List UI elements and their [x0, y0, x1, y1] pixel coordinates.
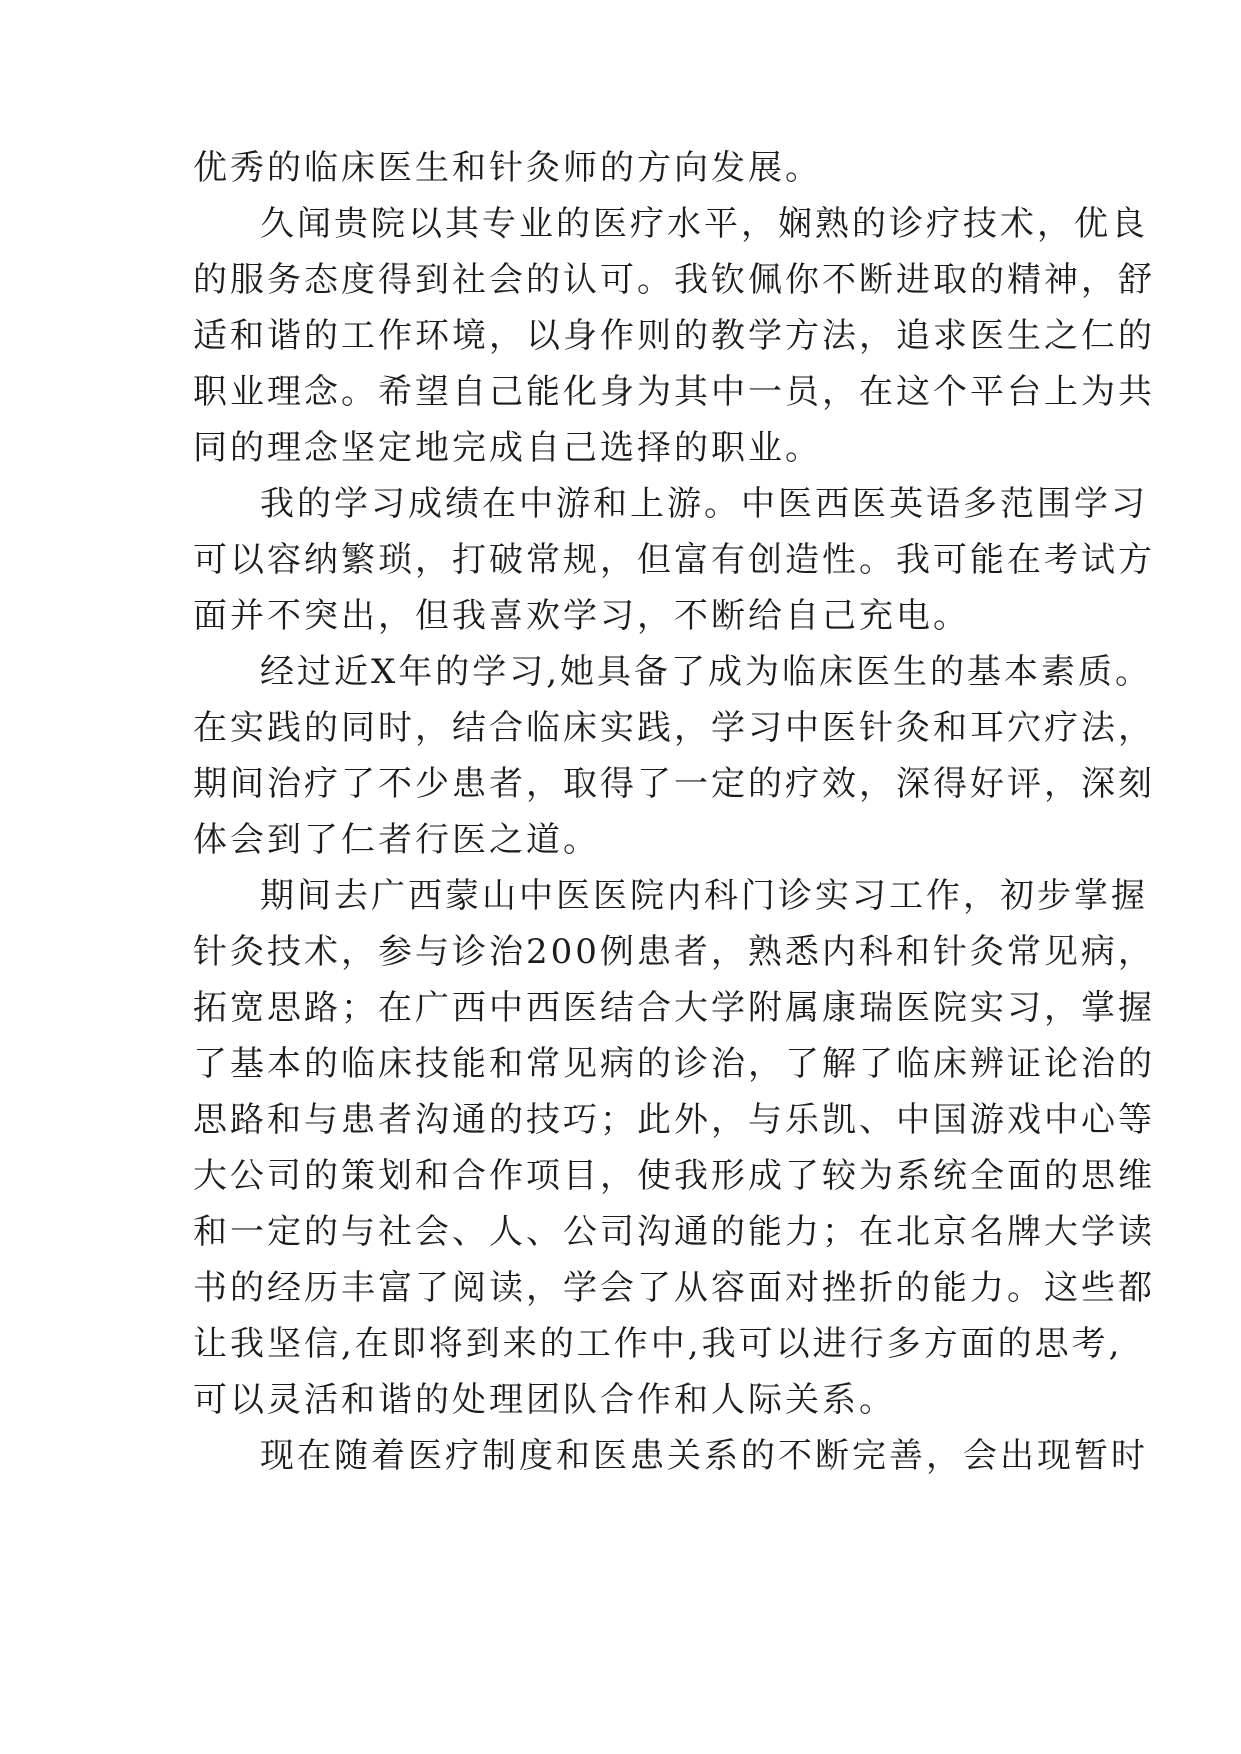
text-line: 思路和与患者沟通的技巧；此外，与乐凯、中国游戏中心等 — [193, 1100, 1155, 1140]
paragraph-first-line: 期间去广西蒙山中医医院内科门诊实习工作，初步掌握 — [260, 876, 1148, 916]
text-line: 书的经历丰富了阅读，学会了从容面对挫折的能力。这些都 — [193, 1268, 1155, 1308]
text-line: 同的理念坚定地完成自己选择的职业。 — [193, 428, 822, 468]
paragraph-first-line: 经过近X年的学习,她具备了成为临床医生的基本素质。 — [260, 652, 1153, 692]
text-line: 面并不突出，但我喜欢学习，不断给自己充电。 — [193, 596, 970, 636]
text-line: 在实践的同时，结合临床实践，学习中医针灸和耳穴疗法， — [193, 708, 1155, 748]
text-line: 适和谐的工作环境，以身作则的教学方法，追求医生之仁的 — [193, 316, 1155, 356]
text-line: 可以灵活和谐的处理团队合作和人际关系。 — [193, 1380, 896, 1420]
text-line: 了基本的临床技能和常见病的诊治，了解了临床辨证论治的 — [193, 1044, 1155, 1084]
paragraph-first-line: 久闻贵院以其专业的医疗水平，娴熟的诊疗技术，优良 — [260, 204, 1148, 244]
text-line: 可以容纳繁琐，打破常规，但富有创造性。我可能在考试方 — [193, 540, 1155, 580]
text-line: 优秀的临床医生和针灸师的方向发展。 — [193, 148, 822, 188]
text-line: 的服务态度得到社会的认可。我钦佩你不断进取的精神，舒 — [193, 260, 1155, 300]
text-line: 让我坚信,在即将到来的工作中,我可以进行多方面的思考, — [193, 1324, 1123, 1364]
text-line: 职业理念。希望自己能化身为其中一员，在这个平台上为共 — [193, 372, 1155, 412]
text-line: 和一定的与社会、人、公司沟通的能力；在北京名牌大学读 — [193, 1212, 1155, 1252]
paragraph-first-line: 现在随着医疗制度和医患关系的不断完善，会出现暂时 — [260, 1436, 1148, 1476]
text-line: 大公司的策划和合作项目，使我形成了较为系统全面的思维 — [193, 1156, 1155, 1196]
text-line: 针灸技术，参与诊治200例患者，熟悉内科和针灸常见病， — [193, 932, 1155, 972]
paragraph-first-line: 我的学习成绩在中游和上游。中医西医英语多范围学习 — [260, 484, 1148, 524]
text-line: 期间治疗了不少患者，取得了一定的疗效，深得好评，深刻 — [193, 764, 1155, 804]
text-line: 体会到了仁者行医之道。 — [193, 820, 600, 860]
text-line: 拓宽思路；在广西中西医结合大学附属康瑞医院实习，掌握 — [193, 988, 1155, 1028]
